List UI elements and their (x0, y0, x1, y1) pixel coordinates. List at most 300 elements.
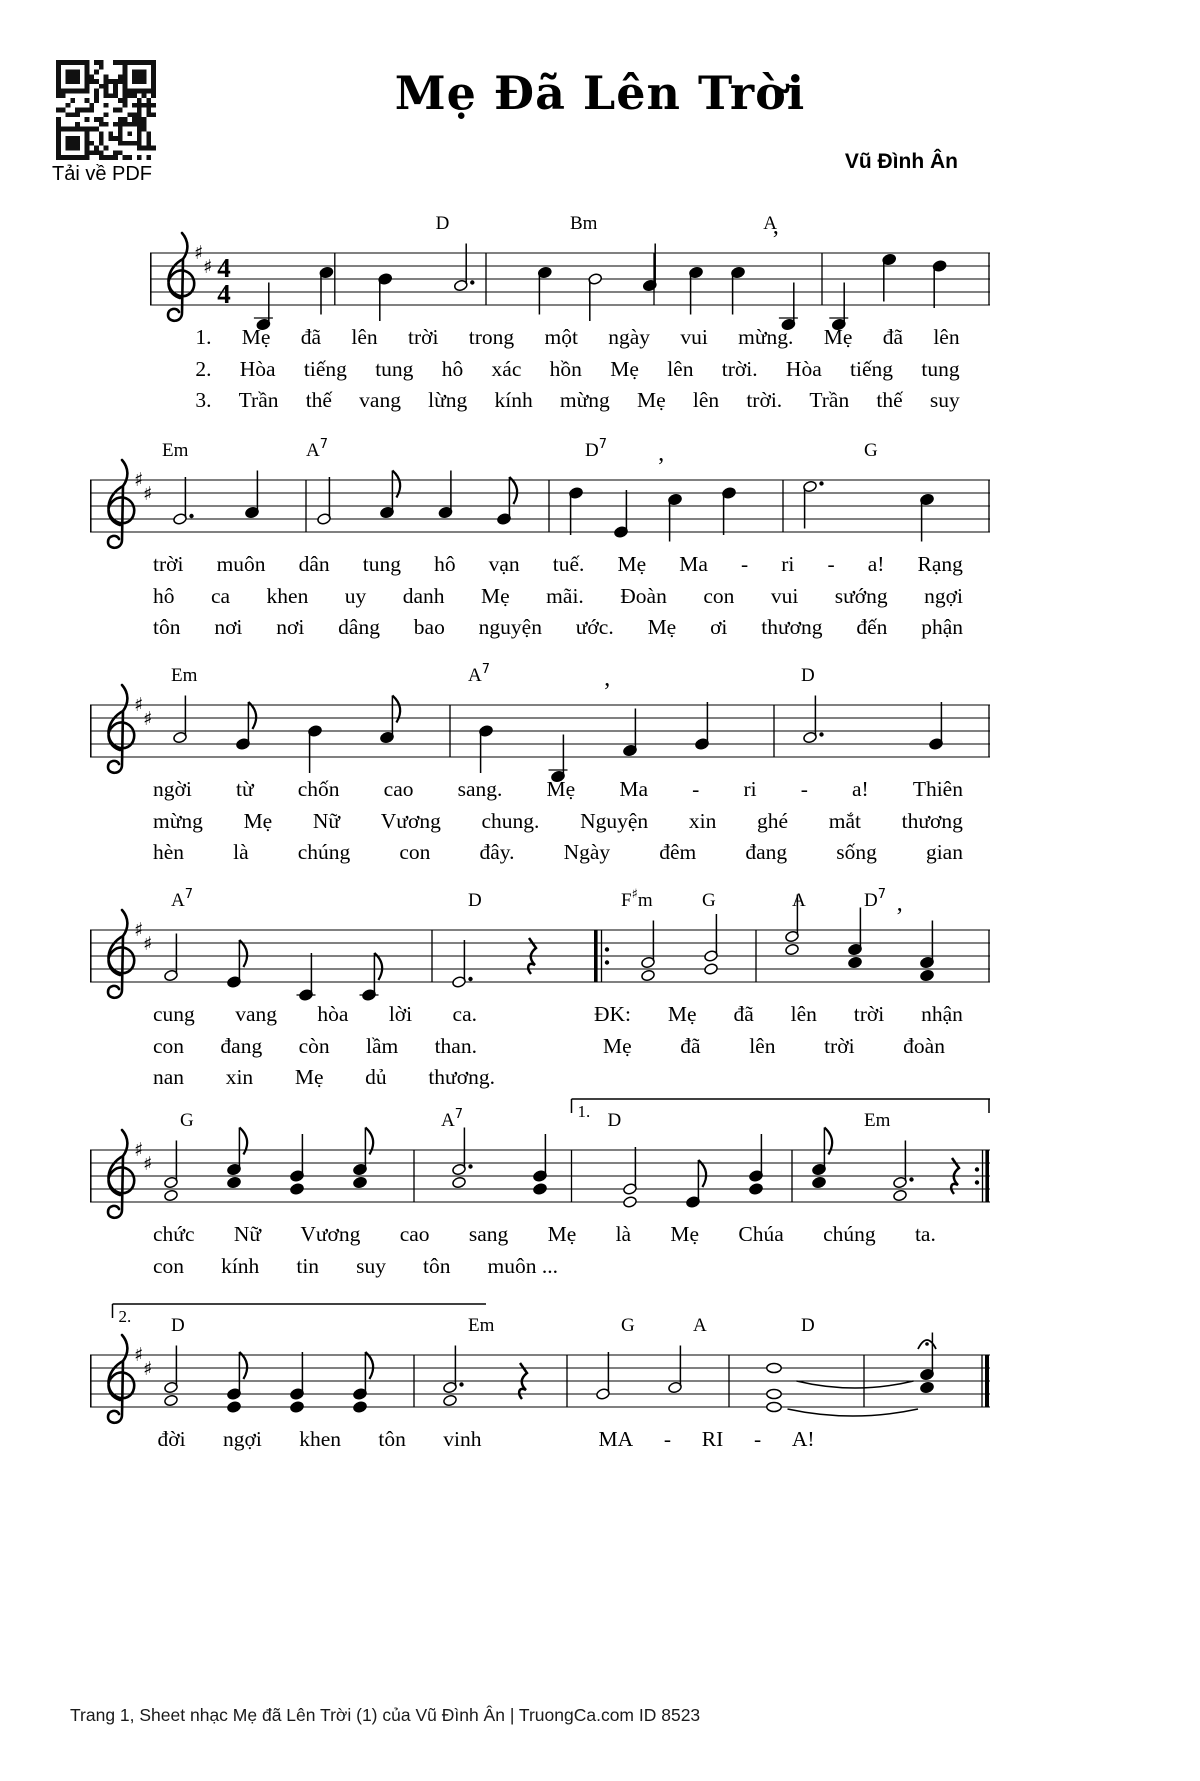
qr-caption[interactable]: Tải về PDF (52, 163, 153, 185)
qr-module (137, 60, 142, 65)
note (731, 266, 746, 314)
lyric-word: Mẹ (547, 1222, 577, 1246)
qr-module (113, 136, 118, 141)
lyric-word: ĐK: (594, 1002, 632, 1026)
lyric-word: vui (770, 583, 799, 608)
chord-label: Em (162, 440, 189, 461)
eighth-flag-icon (239, 1352, 247, 1379)
lyric-word: nhận (921, 1002, 963, 1026)
treble-clef-icon (108, 460, 134, 548)
qr-module (99, 155, 104, 160)
lyric-word: - (692, 777, 700, 801)
qr-module (66, 60, 71, 65)
lyrics-block (90, 777, 990, 872)
note (254, 283, 273, 331)
lyric-segment (153, 615, 963, 640)
note (569, 487, 584, 535)
lyric-word: Vương (380, 808, 441, 833)
lyric-word: là (615, 1222, 632, 1246)
lyric-line (90, 840, 990, 872)
lyric-word: là (233, 840, 249, 864)
lyric-word: Mẹ (243, 808, 273, 833)
staff-system-4 (90, 872, 990, 1022)
lyric-word: Ngày (563, 840, 611, 864)
lyric-word: sướng (834, 583, 888, 608)
lyric-segment (153, 1222, 936, 1247)
treble-clef-icon (108, 910, 134, 998)
note (643, 244, 658, 292)
chord-label: $A^7$ (441, 1107, 464, 1131)
svg-text:♯: ♯ (134, 1139, 144, 1161)
svg-text:♯: ♯ (194, 242, 204, 264)
qr-module (75, 141, 80, 146)
qr-module (75, 136, 80, 141)
note (236, 702, 256, 750)
lyric-word: tôn (378, 1427, 406, 1451)
note (749, 1134, 764, 1195)
lyric-word: chức (153, 1222, 195, 1246)
note (848, 908, 863, 969)
lyric-segment (153, 584, 963, 609)
qr-module (137, 136, 142, 141)
qr-module (137, 141, 142, 146)
footer-text: Trang 1, Sheet nhạc Mẹ đã Lên Trời (1) của Vũ Đình Ân | TruongCa.com ID 8523 (70, 1705, 701, 1725)
chord-label: Em (171, 665, 198, 686)
lyric-word: khen (299, 1427, 341, 1451)
lyric-word: than. (434, 1033, 477, 1058)
breath-mark-icon: ’ (771, 227, 780, 253)
lyric-word: ngời (153, 777, 192, 801)
lyrics-block (90, 1427, 990, 1459)
eighth-flag-icon (239, 940, 247, 967)
treble-clef-icon (168, 233, 194, 321)
lyric-word: trời (824, 1033, 855, 1058)
lyric-word: sang. (457, 777, 503, 801)
qr-module (113, 60, 118, 65)
key-signature (134, 919, 152, 955)
eighth-flag-icon (365, 1352, 373, 1379)
note (803, 480, 824, 528)
composer-name: Vũ Đình Ân (844, 150, 958, 173)
note (533, 1134, 548, 1195)
qr-module (56, 131, 61, 136)
lyric-line (90, 1222, 990, 1254)
chord-label: Em (864, 1110, 891, 1131)
qr-module (118, 150, 123, 155)
qr-module (94, 127, 99, 132)
staff-system-3 (90, 647, 990, 797)
eighth-flag-icon (509, 477, 517, 504)
qr-module (75, 60, 80, 65)
staff-system-1 (150, 195, 990, 345)
eighth-flag-icon (248, 702, 256, 729)
note (380, 471, 400, 519)
system-3 (90, 647, 990, 872)
system-1 (150, 195, 990, 420)
lyric-segment (599, 1427, 815, 1452)
lyric-word: tôn (422, 1253, 451, 1278)
qr-module (108, 131, 113, 136)
lyric-word: ngợi (222, 1427, 262, 1451)
system-6 (90, 1297, 990, 1459)
lyric-segment (153, 1065, 495, 1090)
qr-module (70, 136, 75, 141)
note (929, 702, 944, 750)
lyric-word: tuế. (552, 552, 585, 576)
lyric-word: nơi (276, 615, 305, 639)
lyric-word: tiếng (850, 356, 894, 381)
lyric-word: thương (901, 808, 963, 833)
lyric-word: mãi. (546, 583, 584, 608)
treble-clef-icon (108, 685, 134, 773)
note (722, 487, 737, 535)
lyric-word: - (753, 1427, 762, 1451)
lyric-word: danh (402, 583, 445, 608)
lyric-word: đây. (479, 840, 515, 864)
breath-mark-icon: ’ (895, 904, 904, 930)
lyric-segment (603, 1034, 945, 1059)
note (497, 477, 517, 525)
qr-module (118, 141, 123, 146)
qr-module (94, 150, 99, 155)
qr-module (99, 131, 104, 136)
qr-module (132, 60, 137, 65)
qr-module (146, 141, 151, 146)
svg-text:4: 4 (217, 279, 231, 309)
lyric-word: a! (852, 777, 869, 801)
qr-module (146, 131, 151, 136)
key-signature (194, 242, 212, 278)
lyric-word: tung (375, 356, 414, 381)
qr-module (80, 155, 85, 160)
lyric-word: thế (876, 388, 903, 412)
lyric-word: ri (781, 552, 795, 576)
qr-module (61, 127, 66, 132)
fermata-icon (918, 1340, 936, 1349)
lyrics-block (90, 1222, 990, 1285)
qr-module (108, 155, 113, 160)
lyric-word: lên (790, 1002, 817, 1026)
lyric-word: Trần (809, 388, 850, 412)
note (689, 266, 704, 314)
qr-module (66, 155, 71, 160)
note (614, 490, 629, 538)
lyric-word: đã (733, 1002, 754, 1026)
note (767, 1364, 781, 1373)
qr-module (56, 155, 61, 160)
lyric-line (90, 1002, 990, 1034)
note (173, 696, 188, 744)
qr-module (80, 60, 85, 65)
lyric-word: 2. (195, 356, 212, 381)
qr-module (66, 141, 71, 146)
lyric-word: Ma (679, 552, 708, 576)
lyric-word: chốn (297, 777, 340, 801)
svg-text:♯: ♯ (134, 919, 144, 941)
qr-module (137, 122, 142, 127)
staff-lines (90, 930, 990, 982)
lyric-segment (153, 840, 963, 865)
svg-text:♯: ♯ (143, 1358, 153, 1380)
lyric-word: Mẹ (670, 1222, 700, 1246)
lyric-word: mừng (559, 388, 610, 412)
qr-module (99, 141, 104, 146)
note (549, 735, 568, 783)
staff-system-2 (90, 422, 990, 572)
staff-lines (90, 1355, 990, 1407)
lyric-word: Mẹ (610, 356, 639, 381)
lyric-line (90, 584, 990, 616)
lyric-word: đang (745, 840, 788, 864)
lyric-segment (195, 357, 959, 382)
staff-lines (150, 253, 990, 305)
lyric-word: xin (688, 808, 717, 833)
lyric-segment (153, 1034, 477, 1059)
note (538, 266, 553, 314)
lyric-line (90, 777, 990, 809)
lyric-word: uy (344, 583, 367, 608)
key-signature (134, 1139, 152, 1175)
qr-module (99, 150, 104, 155)
note (308, 725, 323, 773)
qr-module (66, 136, 71, 141)
qr-module (70, 141, 75, 146)
lyric-word: tung (921, 356, 960, 381)
lyric-word: Nữ (312, 808, 341, 833)
chord-label: D (607, 1110, 622, 1131)
lyric-word: Mẹ (241, 325, 271, 349)
qr-module (137, 131, 142, 136)
note (812, 1128, 832, 1189)
lyric-word: kính (221, 1253, 260, 1278)
lyric-word: mừng (153, 808, 203, 833)
lyric-word: hô (441, 356, 464, 381)
qr-module (108, 136, 113, 141)
lyric-line (150, 357, 990, 389)
qr-module (80, 127, 85, 132)
qr-module (118, 60, 123, 65)
lyric-word: con (399, 840, 431, 864)
lyric-word: đã (300, 325, 322, 349)
staff-lines (90, 480, 990, 532)
lyric-word: trời (407, 325, 439, 349)
qr-module (142, 122, 147, 127)
note (227, 940, 247, 988)
lyric-word: tiếng (303, 356, 347, 381)
qr-module (127, 122, 132, 127)
lyric-word: gian (925, 840, 963, 864)
chord-label: $A^7$ (171, 887, 194, 911)
note (227, 1352, 247, 1413)
lyric-word: từ (235, 777, 254, 801)
tie (797, 1381, 914, 1388)
qr-module (70, 127, 75, 132)
lyric-segment (195, 388, 959, 413)
lyric-word: hô (434, 552, 456, 576)
lyrics-block (90, 1002, 990, 1097)
qr-module (85, 150, 90, 155)
qr-module (123, 141, 128, 146)
note (779, 283, 798, 331)
qr-module (99, 136, 104, 141)
lyric-word: lên (692, 388, 720, 412)
note (668, 1346, 683, 1394)
note (317, 477, 332, 525)
lyric-line (150, 388, 990, 420)
note (479, 725, 494, 773)
qr-module (56, 60, 61, 65)
qr-module (118, 131, 123, 136)
lyric-word: bao (413, 615, 445, 639)
note (452, 1128, 473, 1189)
lyric-word: trời. (721, 356, 758, 381)
qr-module (75, 146, 80, 151)
note (378, 273, 393, 321)
qr-module (56, 122, 61, 127)
note (596, 1352, 611, 1400)
qr-module (99, 60, 104, 65)
lyric-word: kính (494, 388, 533, 412)
lyric-word: ri (743, 777, 757, 801)
lyric-word: dâng (338, 615, 380, 639)
note (623, 1147, 638, 1208)
lyric-segment (195, 325, 959, 350)
lyric-word: vang (235, 1002, 277, 1026)
tie (788, 1409, 919, 1416)
qr-module (118, 127, 123, 132)
qr-module (104, 146, 109, 151)
lyric-word: 3. (195, 388, 212, 412)
lyric-word: Đoàn (620, 583, 667, 608)
lyric-segment (153, 552, 963, 577)
system-4 (90, 872, 990, 1097)
eighth-flag-icon (374, 953, 382, 980)
lyrics-block (150, 325, 990, 420)
qr-module (61, 60, 66, 65)
note (452, 940, 473, 988)
qr-module (146, 155, 151, 160)
lyric-word: đã (882, 325, 904, 349)
breath-mark-icon: ’ (657, 454, 665, 480)
qr-module (70, 60, 75, 65)
note (920, 493, 935, 541)
note (932, 260, 947, 308)
lyric-word: lừng (428, 388, 468, 412)
lyric-word: Mẹ (294, 1065, 324, 1089)
chord-label: A (693, 1315, 707, 1336)
qr-module (56, 136, 61, 141)
note (668, 493, 683, 541)
lyric-word: trời (153, 552, 184, 576)
note (227, 1128, 247, 1189)
lyric-segment (153, 777, 963, 802)
note (695, 702, 710, 750)
lyric-word: Mẹ (647, 615, 677, 639)
lyric-word: ta. (914, 1222, 936, 1246)
qr-module (89, 127, 94, 132)
key-signature (134, 694, 152, 730)
chord-label: $D^7$ (864, 887, 887, 911)
song-title: Mẹ Đã Lên Trời (394, 66, 806, 120)
lyric-segment (158, 1427, 482, 1452)
qr-module (85, 136, 90, 141)
qr-module (146, 136, 151, 141)
lyric-word: con (703, 583, 735, 608)
qr-module (132, 141, 137, 146)
lyric-line (150, 325, 990, 357)
qr-module (127, 155, 132, 160)
qr-module (56, 146, 61, 151)
qr-module (85, 131, 90, 136)
lyric-word: lầm (365, 1033, 399, 1058)
lyric-word: cung (153, 1002, 195, 1026)
lyric-segment (153, 1254, 558, 1279)
qr-module (56, 127, 61, 132)
lyric-line (90, 1427, 990, 1459)
chord-label: G (180, 1110, 194, 1131)
note (353, 1352, 373, 1413)
note (704, 914, 719, 975)
lyric-line (90, 552, 990, 584)
lyric-word: Mẹ (617, 552, 647, 576)
lyric-word: Mẹ (823, 325, 853, 349)
qr-module (118, 136, 123, 141)
system-2 (90, 422, 990, 647)
note (290, 1352, 305, 1413)
lyric-word: muôn ... (487, 1253, 558, 1278)
lyric-word: lên (667, 356, 694, 381)
lyric-word: trong (468, 325, 515, 349)
chord-label: $D^7$ (585, 437, 608, 461)
qr-module (137, 155, 142, 160)
qr-module (85, 141, 90, 146)
chord-label: F♯m (621, 887, 653, 911)
lyric-word: - (800, 777, 808, 801)
svg-text:♯: ♯ (143, 708, 153, 730)
qr-module (94, 146, 99, 151)
lyric-word: chúng (823, 1222, 876, 1246)
lyric-word: thương (761, 615, 823, 639)
lyric-word: thế (305, 388, 332, 412)
qr-module (61, 155, 66, 160)
chord-label: G (621, 1315, 635, 1336)
note (686, 1160, 706, 1208)
qr-module (89, 141, 94, 146)
qr-module (127, 60, 132, 65)
qr-module (66, 127, 71, 132)
note (173, 477, 194, 525)
lyric-word: Mẹ (636, 388, 666, 412)
lyric-word: một (544, 325, 578, 349)
lyric-word: đến (856, 615, 888, 639)
lyric-word: phận (921, 615, 963, 639)
lyric-word: MA (598, 1427, 634, 1451)
lyric-word: nơi (214, 615, 243, 639)
note (623, 709, 638, 757)
lyric-word: Mẹ (546, 777, 576, 801)
lyric-word: đoàn (903, 1033, 945, 1058)
lyric-word: Ma (619, 777, 649, 801)
lyric-word: mắt (828, 808, 861, 833)
note (438, 471, 453, 519)
lyric-word: xin (225, 1065, 254, 1089)
key-signature (134, 1344, 152, 1380)
note (319, 266, 334, 314)
lyric-word: Thiên (912, 777, 963, 801)
qr-module (56, 150, 61, 155)
lyric-word: ca. (452, 1002, 477, 1026)
svg-text:4: 4 (217, 253, 231, 283)
